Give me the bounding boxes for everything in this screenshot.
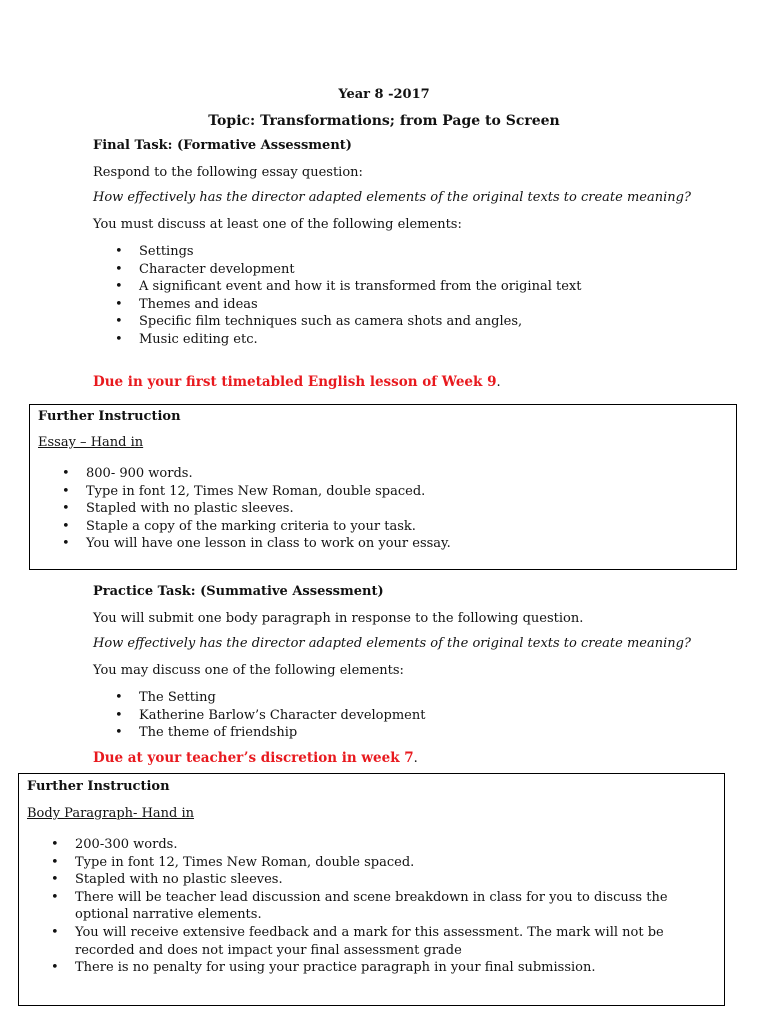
practice-task-discuss: You may discuss one of the following elements:: [93, 663, 404, 678]
final-task-intro: Respond to the following essay question:: [93, 165, 363, 180]
list-item: • Staple a copy of the marking criteria to your task.: [62, 518, 451, 536]
document-year: Year 8 -2017: [338, 87, 430, 102]
list-item: • Type in font 12, Times New Roman, double spaced.: [51, 854, 713, 872]
essay-instruction-list: [62, 465, 451, 553]
list-item: • Settings: [115, 243, 581, 261]
final-task-due-period: .: [496, 375, 501, 390]
list-item: • You will receive extensive feedback and a mark for this assessment. The mark will not be recorded and does not impact your final assessment grade: [51, 924, 713, 959]
paragraph-instruction-list: [51, 836, 713, 977]
further-instruction-title: Further Instruction: [27, 779, 170, 794]
list-item: • A significant event and how it is transformed from the original text: [115, 278, 581, 296]
list-item: • Music editing etc.: [115, 331, 581, 349]
list-item: • 800- 900 words.: [62, 465, 451, 483]
further-instruction-subtitle: Body Paragraph- Hand in: [27, 806, 195, 821]
list-item: • The theme of friendship: [115, 724, 425, 742]
list-item: • Katherine Barlow’s Character development: [115, 707, 425, 725]
final-task-due-date: [93, 374, 501, 390]
list-item: • 200-300 words.: [51, 836, 713, 854]
practice-task-element-list: [115, 689, 425, 742]
list-item: • Themes and ideas: [115, 296, 581, 314]
document-topic: Topic: Transformations; from Page to Screen: [208, 113, 560, 129]
practice-task-due-text: Due at your teacher’s discretion in week 7: [93, 750, 414, 766]
list-item: • You will have one lesson in class to work on your essay.: [62, 535, 451, 553]
list-item: • The Setting: [115, 689, 425, 707]
list-item: • Stapled with no plastic sleeves.: [62, 500, 451, 518]
practice-task-question: How effectively has the director adapted elements of the original texts to create meaning?: [93, 636, 691, 651]
further-instruction-title: Further Instruction: [38, 409, 181, 424]
practice-task-intro: You will submit one body paragraph in response to the following question.: [93, 611, 584, 626]
further-instruction-box-paragraph: [18, 773, 725, 1006]
further-instruction-box-essay: [29, 404, 737, 570]
final-task-question: How effectively has the director adapted elements of the original texts to create meaning?: [93, 190, 691, 205]
practice-task-due-period: .: [413, 751, 418, 766]
list-item: • There is no penalty for using your practice paragraph in your final submission.: [51, 959, 713, 977]
practice-task-heading: Practice Task: (Summative Assessment): [93, 584, 384, 599]
practice-task-due-date: [93, 750, 418, 766]
final-task-heading: Final Task: (Formative Assessment): [93, 138, 352, 153]
final-task-due-text: Due in your first timetabled English lesson of Week 9: [93, 374, 497, 390]
final-task-discuss: You must discuss at least one of the following elements:: [93, 217, 462, 232]
list-item: • Character development: [115, 261, 581, 279]
list-item: • Type in font 12, Times New Roman, double spaced.: [62, 483, 451, 501]
further-instruction-subtitle: Essay – Hand in: [38, 435, 144, 450]
final-task-element-list: [115, 243, 581, 349]
list-item: • There will be teacher lead discussion and scene breakdown in class for you to discuss the optional narrative elements.: [51, 889, 713, 924]
list-item: • Specific film techniques such as camera shots and angles,: [115, 313, 581, 331]
list-item: • Stapled with no plastic sleeves.: [51, 871, 713, 889]
